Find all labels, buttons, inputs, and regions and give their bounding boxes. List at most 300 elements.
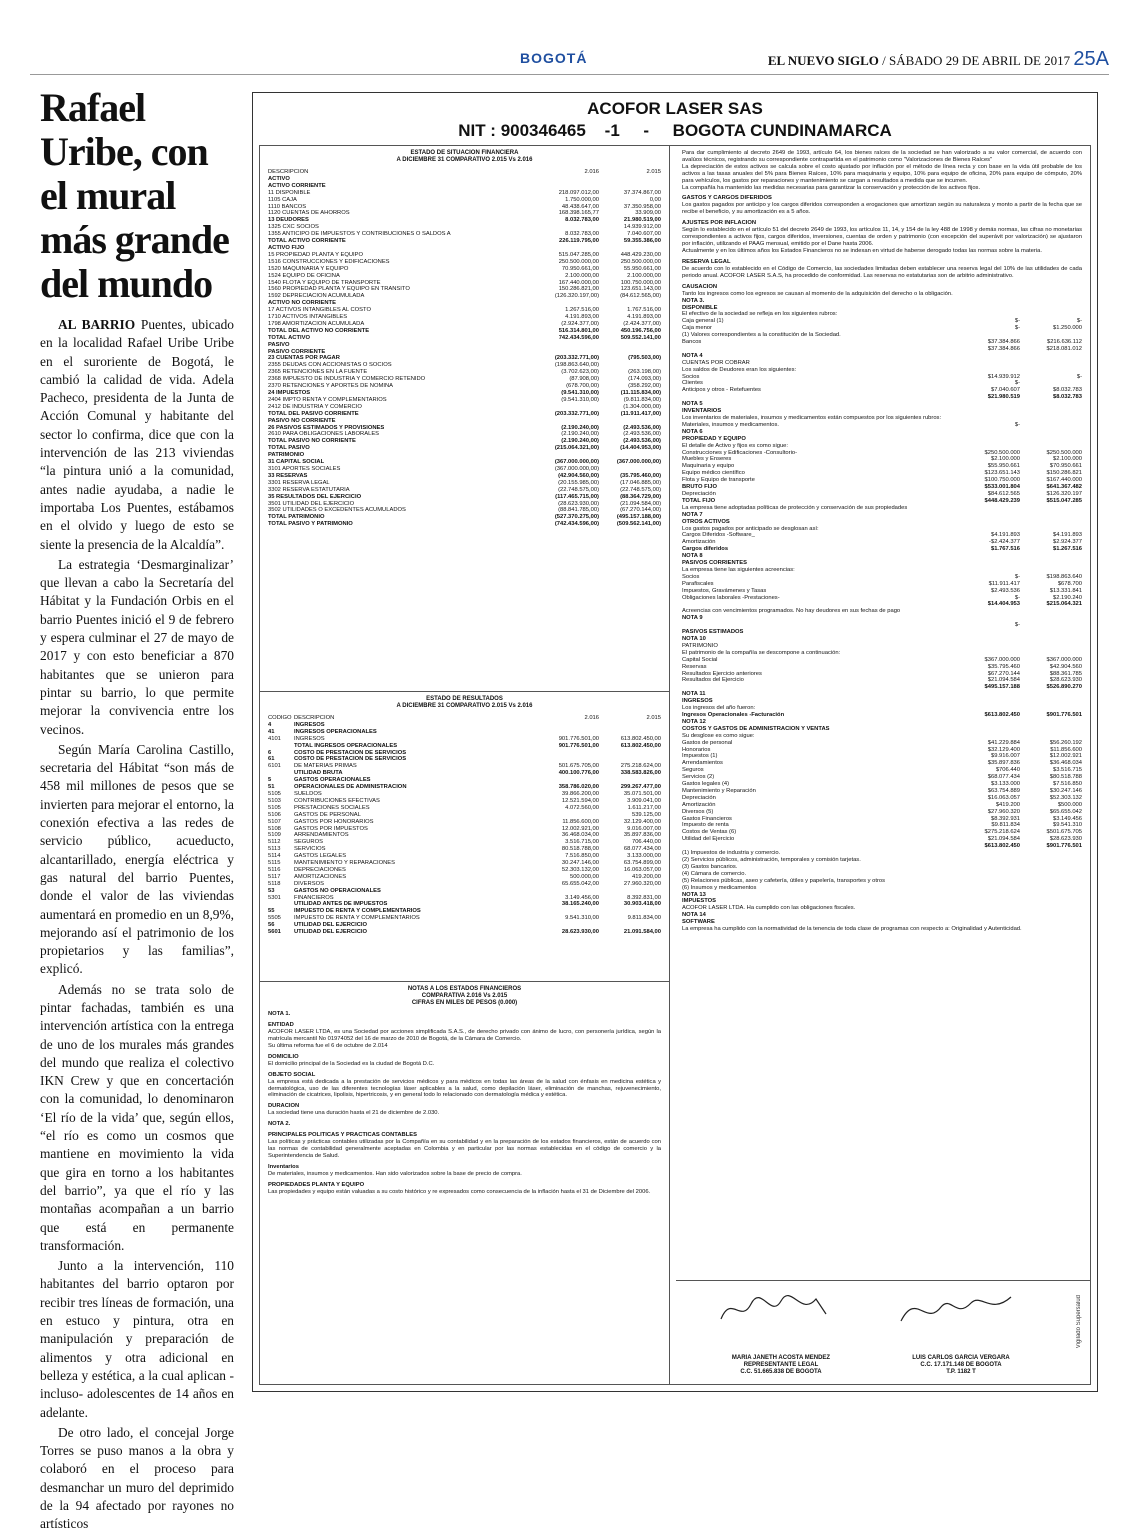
is-row bbox=[268, 853, 661, 860]
note-row bbox=[682, 878, 1082, 885]
note-cell: $37.384.866 bbox=[987, 345, 1020, 352]
note-row bbox=[682, 484, 1082, 491]
note-cell: SOFTWARE bbox=[682, 919, 715, 926]
bs-row bbox=[268, 425, 661, 432]
bs-cell: (2.493.536,00) bbox=[623, 424, 661, 431]
bs-row bbox=[268, 431, 661, 438]
note-cell: $100.750.000 bbox=[984, 477, 1020, 484]
is-cell bbox=[599, 908, 661, 915]
note-cell: $67.270.144 bbox=[987, 670, 1020, 677]
note-cell bbox=[1020, 422, 1082, 429]
is-cell: INGRESOS OPERACIONALES bbox=[294, 728, 377, 735]
note-row bbox=[682, 615, 1082, 622]
note-cell: $123.651.143 bbox=[984, 470, 1020, 477]
note-row bbox=[682, 912, 1082, 919]
bs-cell: (84.612.565,00) bbox=[620, 293, 661, 300]
bs-row bbox=[268, 459, 661, 466]
note-row bbox=[682, 760, 1082, 767]
bs-cell: (88.364.729,00) bbox=[620, 493, 661, 500]
is-row bbox=[268, 791, 661, 798]
note-row bbox=[682, 740, 1082, 747]
note-cell: $65.655.042 bbox=[1049, 808, 1082, 815]
bs-cell bbox=[599, 342, 661, 349]
note-cell bbox=[958, 733, 1020, 740]
note-cell: Socios bbox=[682, 573, 700, 580]
bs-row bbox=[268, 183, 661, 190]
is-cell: 68.077.434,00 bbox=[623, 846, 661, 853]
bs-row bbox=[268, 349, 661, 356]
is-cell: 3.909.041,00 bbox=[627, 797, 661, 804]
note-cell bbox=[1020, 615, 1082, 622]
note-cell: $41.229.884 bbox=[987, 739, 1020, 746]
note-cell: $8.032.783 bbox=[1052, 387, 1082, 394]
bs-cell: 17 ACTIVOS INTANGIBLES AL COSTO bbox=[268, 307, 371, 314]
note-row bbox=[682, 774, 1082, 781]
is-cell: 5106 bbox=[268, 811, 281, 818]
note-cell bbox=[958, 305, 1020, 312]
is-row bbox=[268, 729, 661, 736]
note-row bbox=[682, 380, 1082, 387]
note-cell: Parafiscales bbox=[682, 580, 714, 587]
article-paragraph: Además no se trata solo de pintar fachadas, también es una intervención artística con la entrega de uno de los murales más grandes del mundo que realiza el colectivo IKN Crew y que en concertación con la comunidad, lo denominaron ‘El río de la vida’ que, según ellos, “el río es como un cosmos que mantiene en movimiento la vida que gira en torno a los habitantes del barrio”, ya que el río y las montañas acompañan a un barrio que está en permanente transformación. bbox=[40, 981, 234, 1253]
note-cell bbox=[1020, 560, 1082, 567]
note-cell bbox=[958, 311, 1020, 318]
note-row bbox=[682, 781, 1082, 788]
note-row bbox=[682, 892, 1082, 899]
bs-cell: (11.115.834,00) bbox=[620, 390, 661, 396]
bs-subtitle: A DICIEMBRE 31 COMPARATIVO 2.015 Vs 2.016 bbox=[396, 157, 533, 163]
note-row bbox=[682, 491, 1082, 498]
bs-cell: (42.904.560,00) bbox=[558, 472, 599, 479]
note-row bbox=[682, 664, 1082, 671]
is-cell: GASTOS NO OPERACIONALES bbox=[294, 887, 381, 894]
bs-row bbox=[268, 452, 661, 459]
section-label: BOGOTÁ bbox=[520, 50, 588, 66]
note-cell: Bancos bbox=[682, 339, 702, 346]
note-cell: $4.191.893 bbox=[990, 532, 1020, 539]
note-cell: Capital Social bbox=[682, 656, 718, 663]
bs-row bbox=[268, 259, 661, 266]
note-text: PROPIEDADES PLANTA Y EQUIPO bbox=[268, 1181, 365, 1188]
note-cell bbox=[1020, 629, 1082, 636]
bs-cell: (527.370.275,00) bbox=[554, 514, 599, 521]
note-cell bbox=[958, 429, 1020, 436]
note-cell: $- bbox=[1014, 318, 1020, 325]
note-row bbox=[682, 850, 1082, 857]
note-cell bbox=[958, 912, 1020, 919]
is-cell: 9.541.310,00 bbox=[565, 915, 599, 922]
note-cell bbox=[1020, 698, 1082, 705]
bs-cell bbox=[599, 176, 661, 183]
note-row bbox=[682, 871, 1082, 878]
bs-row bbox=[268, 494, 661, 501]
note-cell bbox=[958, 560, 1020, 567]
bs-row bbox=[268, 355, 661, 362]
bs-cell: (215.064.321,00) bbox=[554, 445, 599, 452]
bs-cell: ACTIVO FIJO bbox=[268, 244, 305, 251]
left-column bbox=[260, 146, 670, 1384]
note-cell: $4.191.893 bbox=[1052, 532, 1082, 539]
note-cell bbox=[958, 691, 1020, 698]
note-cell: Reservas bbox=[682, 663, 707, 670]
bs-row bbox=[268, 397, 661, 404]
bs-cell: TOTAL PASIVO Y PATRIMONIO bbox=[268, 521, 353, 528]
bs-row bbox=[268, 473, 661, 480]
bs-row bbox=[268, 383, 661, 390]
bs-cell: 1540 FLOTA Y EQUIPO DE TRANSPORTE bbox=[268, 279, 381, 286]
bs-cell: TOTAL PASIVO bbox=[268, 445, 310, 452]
note-cell bbox=[958, 857, 1020, 864]
note-row bbox=[682, 636, 1082, 643]
bs-cell: 1516 CONSTRUCCIONES Y EDIFICACIONES bbox=[268, 258, 390, 265]
is-row bbox=[268, 929, 661, 936]
bs-cell: (1.304.000,00) bbox=[623, 403, 661, 410]
is-cell bbox=[599, 777, 661, 784]
bs-cell bbox=[599, 362, 661, 369]
note-cell: $21.094.584 bbox=[987, 836, 1020, 843]
signer-id: C.C. 51.665.838 DE BOGOTA bbox=[740, 1369, 822, 1375]
is-cell: 53 bbox=[268, 887, 275, 894]
is-row bbox=[268, 881, 661, 888]
note-cell: $500.000 bbox=[1057, 801, 1082, 808]
note-cell: (5) Relaciones públicas, aseo y cafetería, útiles y papelería, transportes y otros bbox=[682, 877, 885, 884]
is-cell: 36.468.034,00 bbox=[561, 832, 599, 839]
note-row bbox=[682, 753, 1082, 760]
note-cell: Caja menor bbox=[682, 325, 712, 332]
note-cell bbox=[1020, 332, 1082, 339]
note-cell bbox=[958, 719, 1020, 726]
is-cell bbox=[599, 722, 661, 729]
is-cell: 65.655.042,00 bbox=[561, 880, 599, 887]
bs-cell: 2404 IMPTO RENTA Y COMPLEMENTARIOS bbox=[268, 396, 387, 403]
note-cell: $1.267.516 bbox=[1052, 546, 1082, 553]
bs-cell: 100.750.000,00 bbox=[620, 279, 661, 286]
note-text: ENTIDAD bbox=[268, 1022, 294, 1028]
is-cell: 5109 bbox=[268, 832, 281, 839]
is-cell bbox=[537, 722, 599, 729]
note-cell: $32.129.400 bbox=[987, 746, 1020, 753]
bs-cell: 1592 DEPRECIACION ACUMULADA bbox=[268, 293, 365, 300]
bs-row bbox=[268, 438, 661, 445]
is-cell: 35.897.836,00 bbox=[623, 832, 661, 839]
note-cell bbox=[1020, 733, 1082, 740]
is-cell: 28.623.930,00 bbox=[561, 929, 599, 936]
note-cell: $613.802.450 bbox=[984, 711, 1020, 718]
note-cell bbox=[1020, 436, 1082, 443]
note-cell: Anticipos y otros - Retefuentes bbox=[682, 387, 761, 394]
note-row bbox=[682, 339, 1082, 346]
is-cell bbox=[599, 888, 661, 895]
is-row bbox=[268, 743, 661, 750]
note-row bbox=[682, 864, 1082, 871]
note-cell: $- bbox=[1014, 594, 1020, 601]
bs-cell: (3.702.623,00) bbox=[561, 369, 599, 376]
note-row bbox=[682, 885, 1082, 892]
right-column bbox=[676, 146, 1090, 1384]
bs-cell: (87.908,00) bbox=[569, 376, 599, 383]
note-row bbox=[682, 622, 1082, 629]
note-cell bbox=[1020, 643, 1082, 650]
bs-cell bbox=[599, 418, 661, 425]
is-cell: DEPRECIACIONES bbox=[294, 866, 346, 873]
note-cell bbox=[958, 332, 1020, 339]
is-cell: 56 bbox=[268, 922, 275, 929]
is-cell: SUELDOS bbox=[294, 790, 322, 797]
note-text: CAUSACION bbox=[682, 283, 718, 290]
bs-cell bbox=[537, 404, 599, 411]
note-cell: $641.367.482 bbox=[1046, 484, 1082, 491]
note-cell bbox=[1020, 443, 1082, 450]
bs-cell: 2365 RETENCIONES EN LA FUENTE bbox=[268, 369, 368, 376]
note-text: De acuerdo con lo establecido en el Código de Comercio, las sociedades limitadas deben establecer una reserva legal del 10% de las utilidades de cada periodo anual. ACOFOR LASER S.A.S, ha procedido de conformidad. Las reservas no estatutarias son de arbitrio administrativo. bbox=[682, 265, 1082, 279]
bs-cell: 742.434.596,00 bbox=[558, 334, 599, 341]
is-cell: COSTO DE PRESTACION DE SERVICIOS bbox=[294, 756, 407, 763]
note-cell: Cargos Diferidos -Software_ bbox=[682, 532, 755, 539]
article-paragraph: Según María Carolina Castillo, secretaria del Hábitat “son más de 458 mil millones de pesos que se invierten para mejorar el entorno, la conexión efectiva a las redes de servicio público, acueducto, alcantarillado, energía eléctrica y gas natural del barrio Puentes, donde el valor de las viviendas aumentará en promedio en un 8,9%, mejorando así el patrimonio de los propietarios y las familias”, explicó. bbox=[40, 741, 234, 977]
note-row bbox=[682, 671, 1082, 678]
bs-row bbox=[268, 231, 661, 238]
note-cell bbox=[682, 394, 958, 401]
note-row bbox=[682, 443, 1082, 450]
note-text: El domicilio principal de la Sociedad es la ciudad de Bogotá D.C. bbox=[268, 1060, 435, 1067]
bs-cell: (11.911.417,00) bbox=[620, 410, 661, 417]
bs-cell: 8.032.783,00 bbox=[565, 231, 599, 238]
note-cell: $533.001.804 bbox=[984, 484, 1020, 491]
bs-cell bbox=[537, 300, 599, 307]
is-row bbox=[268, 832, 661, 839]
note-row bbox=[682, 643, 1082, 650]
notes-right-text bbox=[682, 150, 1082, 298]
note-row bbox=[682, 691, 1082, 698]
note-cell bbox=[958, 567, 1020, 574]
bs-cell: (22.748.575,00) bbox=[558, 486, 599, 493]
is-row bbox=[268, 888, 661, 895]
is-row bbox=[268, 874, 661, 881]
note-cell bbox=[1020, 726, 1082, 733]
note-cell: PASIVOS CORRIENTES bbox=[682, 560, 747, 567]
bs-cell: 1325 CXC SOCIOS bbox=[268, 224, 319, 231]
note-cell bbox=[958, 698, 1020, 705]
note-cell bbox=[958, 898, 1020, 905]
bs-cell: 1560 PROPIEDAD PLANTA Y EQUIPO EN TRANSITO bbox=[268, 286, 410, 293]
is-cell: 901.776.501,00 bbox=[558, 742, 599, 749]
note-row bbox=[682, 629, 1082, 636]
bs-cell: 226.119.795,00 bbox=[559, 238, 599, 245]
note-cell bbox=[1020, 705, 1082, 712]
note-row bbox=[682, 802, 1082, 809]
is-row bbox=[268, 805, 661, 812]
note-row bbox=[682, 788, 1082, 795]
note-cell bbox=[958, 636, 1020, 643]
bs-cell: PASIVO CORRIENTE bbox=[268, 348, 326, 355]
note-row bbox=[682, 809, 1082, 816]
note-cell bbox=[1020, 919, 1082, 926]
note-cell: $150.286.821 bbox=[1046, 470, 1082, 477]
note-cell: NOTA 4 bbox=[682, 352, 703, 359]
note-cell: $27.960.320 bbox=[987, 808, 1020, 815]
is-cell: 12.521.594,00 bbox=[561, 797, 599, 804]
is-cell: 400.100.776,00 bbox=[558, 770, 599, 777]
note-text: GASTOS Y CARGOS DIFERIDOS bbox=[682, 195, 772, 202]
note-row bbox=[682, 546, 1082, 553]
bs-row bbox=[268, 245, 661, 252]
note-cell: Gastos de personal bbox=[682, 739, 733, 746]
note-text: Su última reforma fue el 6 de octubre de 2.014 bbox=[268, 1042, 388, 1049]
note-cell: Construcciones y Edificaciones -Consultorio- bbox=[682, 449, 798, 456]
bs-cell: (367.000.000,00) bbox=[616, 459, 661, 466]
note-row bbox=[682, 415, 1082, 422]
bs-cell: 2610 PARA OBLIGACIONES LABORALES bbox=[268, 431, 380, 438]
bs-cell: TOTAL DEL PASIVO CORRIENTE bbox=[268, 410, 359, 417]
bs-cell: 1355 ANTICIPO DE IMPUESTOS Y CONTRIBUCIONES O SALDOS A bbox=[268, 231, 451, 238]
note-cell: $215.064.321 bbox=[1046, 601, 1082, 608]
note-cell: $126.320.197 bbox=[1046, 490, 1082, 497]
bs-cell: 3501 UTILIDAD DEL EJERCICIO bbox=[268, 500, 355, 507]
bs-cell: 33.909,00 bbox=[635, 210, 661, 217]
note-cell: Resultados Ejercicio anteriores bbox=[682, 670, 762, 677]
note-cell: COSTOS Y GASTOS DE ADMINISTRACION Y VENTAS bbox=[682, 725, 830, 732]
note-cell: NOTA 13 bbox=[682, 891, 706, 898]
note-cell: $16.063.057 bbox=[987, 794, 1020, 801]
col-desc: DESCRIPCION bbox=[294, 715, 335, 721]
note-text: Tanto los ingresos como los egresos se causan al momento de la adquisición del derecho o la obligación. bbox=[682, 290, 953, 297]
note-cell bbox=[1020, 857, 1082, 864]
bs-cell: 516.314.801,00 bbox=[558, 327, 599, 334]
note-cell bbox=[958, 850, 1020, 857]
is-cell: 6101 bbox=[268, 763, 281, 770]
note-cell: $56.260.192 bbox=[1049, 739, 1082, 746]
note-cell: NOTA 14 bbox=[682, 912, 706, 919]
bs-cell: 1110 BANCOS bbox=[268, 203, 307, 210]
bs-cell: (367.000.000,00) bbox=[554, 465, 599, 472]
article-paragraph: Junto a la intervención, 110 habitantes del barrio optaron por recibir tres líneas de formación, una en estuco y pintura, otra en manipulación y preparación de alimentos y otra adicional en belleza y estética, a la cual aplican -incluso- adolescentes de 14 años en adelante. bbox=[40, 1258, 234, 1420]
is-row bbox=[268, 895, 661, 902]
note-cell: $- bbox=[1014, 421, 1020, 428]
note-row bbox=[682, 843, 1082, 850]
is-cell bbox=[537, 908, 599, 915]
note-cell: Los inventarios de materiales, insumos y medicamentos están compuestos por los siguientes rubros: bbox=[682, 415, 942, 421]
is-cell: IMPUESTO DE RENTA Y COMPLEMENTARIOS bbox=[294, 915, 420, 922]
note-cell bbox=[682, 601, 958, 608]
note-row bbox=[682, 705, 1082, 712]
note-row bbox=[682, 698, 1082, 705]
note-row bbox=[682, 595, 1082, 602]
note-cell: $9.916.007 bbox=[990, 753, 1020, 760]
note-cell: Impuestos, Gravámenes y Tasas bbox=[682, 587, 767, 594]
note-cell: $901.776.501 bbox=[1046, 843, 1082, 850]
note-cell bbox=[1020, 367, 1082, 374]
note-cell: Diversos (5) bbox=[682, 808, 714, 815]
note-cell: Utilidad del Ejercicio bbox=[682, 836, 735, 843]
is-cell: 9.016.007,00 bbox=[627, 825, 661, 832]
is-cell bbox=[537, 777, 599, 784]
bs-cell: (35.795.460,00) bbox=[620, 472, 661, 479]
bs-cell: PASIVO NO CORRIENTE bbox=[268, 417, 336, 424]
note-cell: $448.429.239 bbox=[984, 497, 1020, 504]
note-cell: $2.100.000 bbox=[1052, 456, 1082, 463]
note-cell: Maquinaria y equipo bbox=[682, 463, 735, 470]
bs-cell bbox=[537, 418, 599, 425]
note-cell: Depreciación bbox=[682, 490, 716, 497]
note-cell: $250.500.000 bbox=[1046, 449, 1082, 456]
note-cell: Impuesto de renta bbox=[682, 822, 729, 829]
note-cell: $- bbox=[1014, 573, 1020, 580]
note-text: PRINCIPALES POLITICAS Y PRACTICAS CONTABLES bbox=[268, 1132, 418, 1139]
is-cell: 419.200,00 bbox=[631, 873, 661, 880]
note-cell: $167.440.000 bbox=[1046, 477, 1082, 484]
note-cell bbox=[1020, 892, 1082, 899]
is-cell: 5105 bbox=[268, 804, 281, 811]
bs-cell: (358.292,00) bbox=[628, 383, 661, 390]
is-cell: 39.866.200,00 bbox=[561, 790, 599, 797]
bs-cell: 2355 DEUDAS CON ACCIONISTAS O SOCIOS bbox=[268, 362, 392, 369]
note-cell bbox=[958, 408, 1020, 415]
note-row bbox=[682, 767, 1082, 774]
note-cell: $21.980.519 bbox=[987, 394, 1020, 401]
note-row bbox=[682, 436, 1082, 443]
bs-cell bbox=[599, 245, 661, 252]
note-row bbox=[682, 898, 1082, 905]
note-cell: $35.795.460 bbox=[987, 663, 1020, 670]
bs-cell: TOTAL PASIVO NO CORRIENTE bbox=[268, 438, 356, 445]
date: / SÁBADO 29 DE ABRIL DE 2017 bbox=[878, 53, 1074, 68]
note-row bbox=[682, 401, 1082, 408]
bs-cell: 450.196.756,00 bbox=[620, 327, 661, 334]
note-cell: Cargos diferidos bbox=[682, 546, 729, 553]
is-cell: 55 bbox=[268, 908, 275, 915]
note-cell bbox=[1022, 926, 1052, 933]
bs-row bbox=[268, 204, 661, 211]
bs-cell bbox=[599, 452, 661, 459]
is-cell: PRESTACIONES SOCIALES bbox=[294, 804, 370, 811]
note-row bbox=[682, 367, 1082, 374]
note-cell: (3) Gastos bancarios. bbox=[682, 863, 738, 870]
is-cell: 63.754.899,00 bbox=[623, 860, 661, 867]
note-row bbox=[682, 332, 1082, 339]
note-cell: TOTAL FIJO bbox=[682, 497, 716, 504]
note-cell: $901.776.501 bbox=[1046, 711, 1082, 718]
is-cell: 613.802.450,00 bbox=[620, 742, 661, 749]
is-row bbox=[268, 846, 661, 853]
note-text: OBJETO SOCIAL bbox=[268, 1071, 316, 1078]
is-cell: 61 bbox=[268, 756, 275, 763]
note-cell bbox=[1020, 636, 1082, 643]
bs-cell: 37.374.867,00 bbox=[623, 189, 661, 196]
is-cell: 30.903.418,00 bbox=[623, 901, 661, 908]
is-rows bbox=[268, 722, 661, 936]
bs-cell: (495.157.188,00) bbox=[616, 514, 661, 521]
note-cell: $1.250.000 bbox=[1052, 325, 1082, 332]
is-cell: 338.583.826,00 bbox=[620, 770, 661, 777]
note-row bbox=[682, 553, 1082, 560]
is-title: ESTADO DE RESULTADOS bbox=[426, 696, 503, 702]
col-desc: DESCRIPCION bbox=[268, 169, 309, 175]
note-cell: BRUTO FIJO bbox=[682, 484, 717, 491]
bs-rows bbox=[268, 176, 661, 528]
note-row bbox=[682, 512, 1082, 519]
note-cell: Amortización bbox=[682, 539, 716, 546]
company-nit: NIT : 900346465 -1 - BOGOTA CUNDINAMARCA bbox=[458, 121, 892, 140]
note-cell: $- bbox=[1014, 325, 1020, 332]
note-cell bbox=[1020, 885, 1082, 892]
note-row bbox=[682, 429, 1082, 436]
is-cell: SERVICIOS bbox=[294, 846, 326, 853]
note-cell bbox=[1020, 567, 1082, 574]
note-cell: $8.032.783 bbox=[1052, 394, 1082, 401]
note-cell bbox=[958, 436, 1020, 443]
is-cell bbox=[268, 743, 294, 750]
note-cell bbox=[958, 553, 1020, 560]
